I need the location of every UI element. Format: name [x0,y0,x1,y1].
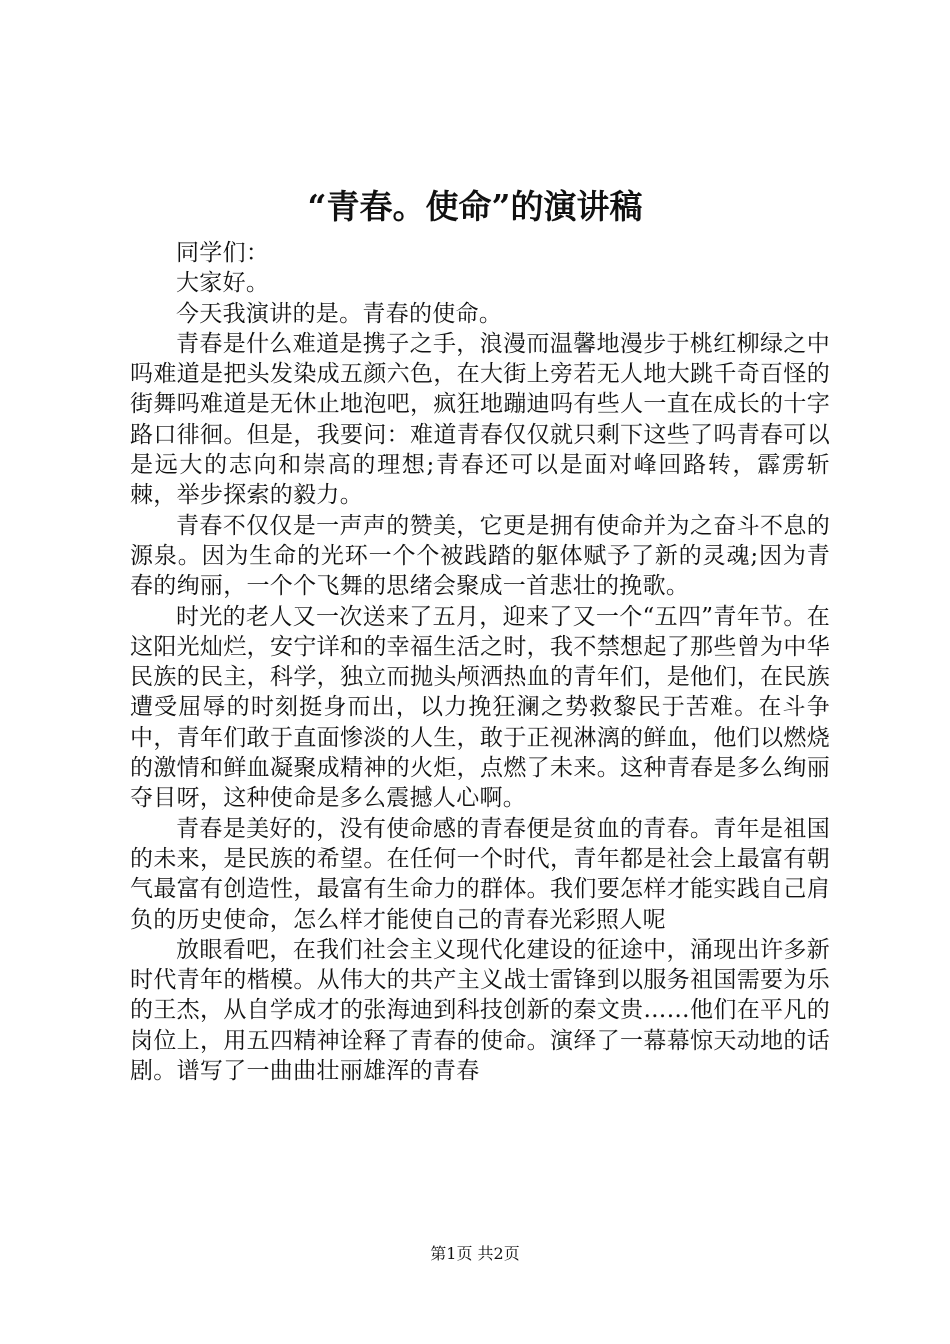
paragraph: 青春不仅仅是一声声的赞美，它更是拥有使命并为之奋斗不息的源泉。因为生命的光环一个个被践踏的躯体赋予了新的灵魂;因为青春的绚丽，一个个飞舞的思绪会聚成一首悲壮的挽歌。 [130,512,830,600]
paragraph-greeting: 同学们： [176,240,270,266]
document-title: “青春。使命”的演讲稿 [307,187,643,226]
paragraph-hello: 大家好。 [176,270,270,297]
page-footer: 第1页 共2页 [430,1244,520,1263]
paragraph: 青春是美好的，没有使命感的青春便是贫血的青春。青年是祖国的未来，是民族的希望。在任何一个时代，青年都是社会上最富有朝气最富有创造性，最富有生命力的群体。我们要怎样才能实践自己肩负的历史使命，怎么样才能使自己的青春光彩照人呢 [130,815,830,933]
document-body [130,238,830,1086]
paragraph-topic: 今天我演讲的是。青春的使命。 [176,300,503,327]
paragraph: 放眼看吧，在我们社会主义现代化建设的征途中，涌现出许多新时代青年的楷模。从伟大的共产主义战士雷锋到以服务祖国需要为乐的王杰，从自学成才的张海迪到科技创新的秦文贵……他们在平凡的岗位上，用五四精神诠释了青春的使命。演绎了一幕幕惊天动地的话剧。谱写了一曲曲壮丽雄浑的青春 [130,936,830,1085]
paragraph: 青春是什么难道是携子之手，浪漫而温馨地漫步于桃红柳绿之中吗难道是把头发染成五颜六色，在大街上旁若无人地大跳千奇百怪的街舞吗难道是无休止地泡吧，疯狂地蹦迪吗有些人一直在成长的十字路口徘徊。但是，我要问：难道青春仅仅就只剩下这些了吗青春可以是远大的志向和崇高的理想;青春还可以是面对峰回路转，霹雳斩棘，举步探索的毅力。 [130,330,830,509]
paragraph: 时光的老人又一次送来了五月，迎来了又一个“五四”青年节。在这阳光灿烂，安宁详和的幸福生活之时，我不禁想起了那些曾为中华民族的民主，科学，独立而抛头颅洒热血的青年们，是他们，在民族遭受屈辱的时刻挺身而出，以力挽狂澜之势救黎民于苦难。在斗争中，青年们敢于直面惨淡的人生，敢于正视淋漓的鲜血，他们以燃烧的激情和鲜血凝聚成精神的火炬，点燃了未来。这种青春是多么绚丽夺目呀，这种使命是多么震撼人心啊。 [130,603,830,812]
